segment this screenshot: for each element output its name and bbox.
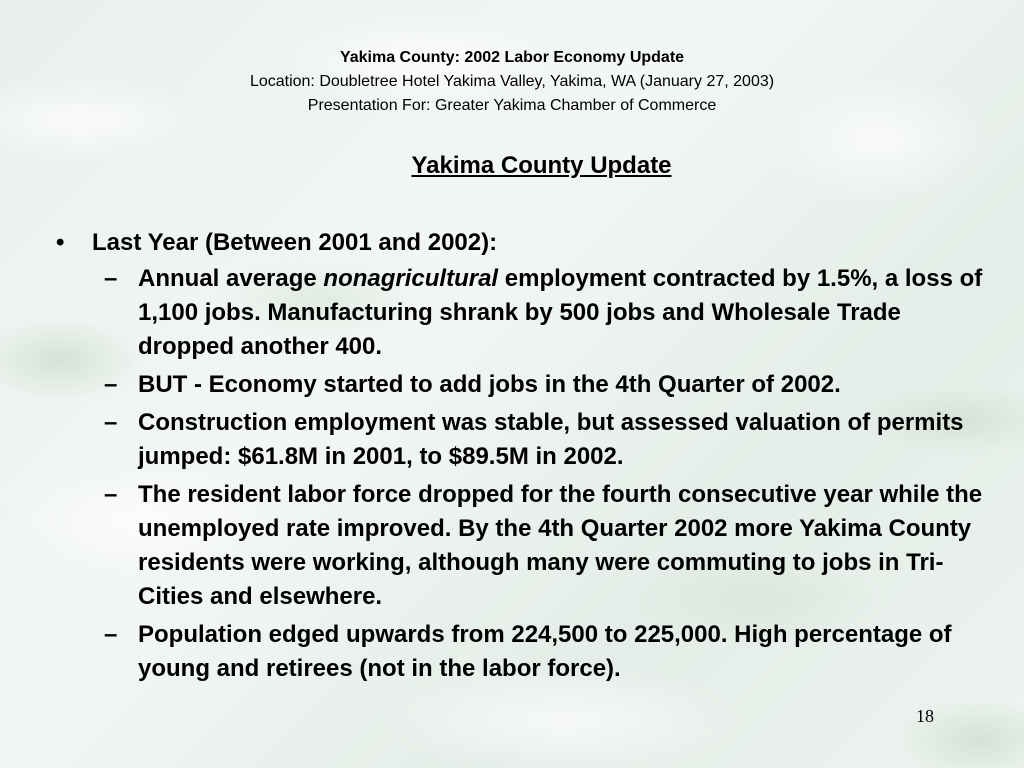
- dash-icon: –: [104, 265, 118, 292]
- bullet-list: [56, 226, 986, 690]
- header-presentation: Presentation For: Greater Yakima Chamber of Commerce: [307, 97, 717, 114]
- dash-icon: –: [104, 481, 118, 508]
- sub-bullet-text: The resident labor force dropped for the fourth consecutive year while the unemployed rate improved. By the 4th Quarter 2002 more Yakima County residents were working, although many were commuting to jobs in Tri-Cities and elsewhere.: [138, 481, 983, 610]
- sub-bullet-list: [56, 262, 986, 686]
- dash-icon: –: [104, 371, 118, 398]
- sub-bullet-text-end: employment contracted by 1.5%, a loss of 1,100 jobs. Manufacturing shrank by 500 jobs and Wholesale Trade dropped another 400.: [138, 265, 983, 360]
- sub-bullet-text: Population edged upwards from 224,500 to 225,000. High percentage of young and retirees (not in the labor force).: [138, 621, 952, 682]
- sub-bullet-item: [56, 262, 986, 364]
- sub-bullet-text-start: Annual average: [138, 265, 324, 292]
- sub-bullet-text: Construction employment was stable, but assessed valuation of permits jumped: $61.8M in 2001, to $89.5M in 2002.: [138, 409, 964, 470]
- page-number: 18: [916, 706, 934, 726]
- sub-bullet-item: [56, 368, 986, 402]
- sub-bullet-item: [56, 478, 986, 614]
- bullet-text: Last Year (Between 2001 and 2002):: [92, 229, 498, 256]
- sub-bullet-item: [56, 618, 986, 686]
- bullet-icon: •: [56, 229, 65, 256]
- slide-header: [0, 46, 1024, 118]
- header-location: Location: Doubletree Hotel Yakima Valley, Yakima, WA (January 27, 2003): [249, 73, 775, 90]
- slide-title: Yakima County Update: [411, 152, 672, 179]
- sub-bullet-emphasis: nonagricultural: [323, 265, 499, 292]
- bullet-item: [56, 226, 986, 260]
- sub-bullet-item: [56, 406, 986, 474]
- dash-icon: –: [104, 621, 118, 648]
- header-title: Yakima County: 2002 Labor Economy Update: [339, 49, 685, 66]
- sub-bullet-text: BUT - Economy started to add jobs in the 4th Quarter of 2002.: [138, 371, 841, 398]
- dash-icon: –: [104, 409, 118, 436]
